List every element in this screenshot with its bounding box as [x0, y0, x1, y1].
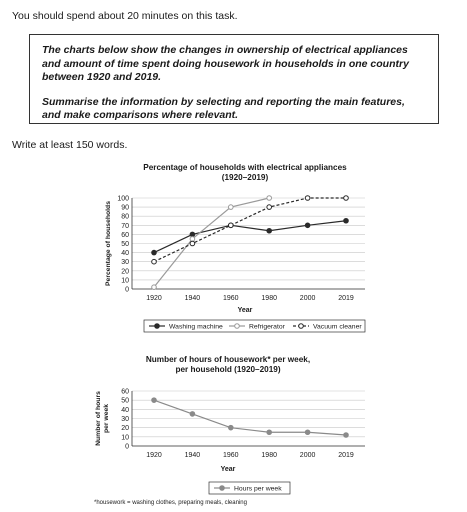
data-point — [229, 205, 234, 210]
y-tick-label: 40 — [121, 250, 129, 258]
data-point — [229, 425, 234, 430]
y-tick-label: 20 — [121, 425, 129, 433]
data-point — [152, 398, 157, 403]
legend-marker — [220, 486, 225, 491]
data-point — [152, 259, 157, 264]
task-instruction: Summarise the information by selecting and reporting the main features, and make comparisons where relevant. — [42, 95, 405, 121]
x-tick-label: 1940 — [184, 452, 201, 459]
legend — [209, 482, 290, 494]
chart-title: Number of hours of housework* per week, — [145, 355, 311, 364]
legend-marker — [155, 324, 160, 329]
y-tick-label: 10 — [121, 277, 129, 285]
y-tick-label: 90 — [121, 204, 129, 212]
y-tick-label: 60 — [121, 388, 129, 396]
housework-chart — [0, 350, 467, 500]
y-axis-title-line: per week — [103, 403, 110, 434]
y-tick-label: 10 — [121, 434, 129, 442]
series-line — [154, 400, 346, 435]
data-point — [190, 241, 195, 246]
legend-label: Vacuum cleaner — [313, 323, 362, 331]
task-intro: You should spend about 20 minutes on this task. — [12, 10, 238, 22]
x-tick-label: 1960 — [223, 295, 239, 302]
footnote: *housework = washing clothes, preparing meals, cleaning — [94, 500, 247, 506]
legend-marker — [299, 324, 304, 329]
data-point — [305, 196, 310, 201]
legend-marker — [235, 324, 240, 329]
legend-label: Hours per week — [234, 485, 282, 493]
x-tick-label: 1920 — [146, 295, 162, 302]
data-point — [229, 223, 234, 228]
series-line — [154, 198, 269, 287]
x-axis-title: Year — [220, 466, 236, 473]
data-point — [267, 228, 272, 233]
x-tick-label: 1940 — [184, 295, 201, 302]
appliances-chart — [0, 160, 467, 340]
y-axis-title: Percentage of households — [105, 201, 112, 286]
data-point — [152, 250, 157, 255]
data-point — [190, 237, 195, 242]
data-point — [344, 218, 349, 223]
x-tick-label: 1980 — [261, 295, 277, 302]
data-point — [267, 430, 272, 435]
legend — [144, 320, 365, 332]
y-axis-title-line: Number of hours — [95, 391, 102, 446]
task-prompt: The charts below show the changes in ownership of electrical appliances and amount of time spent doing housework in households in one country between 1920 and 2019. — [42, 44, 409, 83]
series-hours-per-week — [152, 398, 349, 437]
chart-subtitle: per household (1920–2019) — [175, 365, 281, 374]
y-tick-label: 0 — [125, 286, 129, 294]
data-point — [344, 433, 349, 438]
y-tick-label: 30 — [121, 416, 129, 423]
data-point — [267, 196, 272, 201]
x-tick-label: 2000 — [299, 295, 316, 302]
data-point — [305, 430, 310, 435]
task-prompt-box — [29, 34, 439, 124]
x-tick-label: 1960 — [223, 452, 239, 459]
y-tick-label: 0 — [125, 443, 129, 451]
x-tick-label: 2000 — [299, 452, 316, 459]
data-point — [344, 196, 349, 201]
y-tick-label: 20 — [121, 268, 129, 276]
legend-label: Washing machine — [169, 323, 223, 331]
y-tick-label: 60 — [121, 231, 129, 239]
y-tick-label: 100 — [117, 195, 129, 203]
y-tick-label: 50 — [121, 397, 129, 405]
legend-label: Refrigerator — [249, 323, 285, 331]
series-refrigerator — [152, 196, 272, 290]
x-tick-label: 2019 — [338, 452, 354, 459]
grid-lines — [132, 198, 365, 289]
y-tick-label: 80 — [121, 213, 129, 221]
x-tick-label: 1920 — [146, 452, 162, 459]
x-axis-title: Year — [237, 307, 253, 314]
y-tick-label: 30 — [121, 259, 129, 267]
data-point — [305, 223, 310, 228]
series-line — [154, 198, 346, 262]
data-point — [152, 285, 157, 290]
x-tick-label: 1980 — [261, 452, 277, 459]
word-count-instruction: Write at least 150 words. — [12, 139, 128, 151]
y-tick-label: 70 — [121, 222, 129, 230]
grid-lines — [132, 391, 365, 446]
y-tick-label: 40 — [121, 406, 129, 414]
data-point — [267, 205, 272, 210]
data-point — [190, 412, 195, 417]
chart-subtitle: (1920–2019) — [221, 173, 269, 182]
y-axis-title — [95, 391, 110, 446]
chart-title: Percentage of households with electrical appliances — [143, 163, 347, 172]
series-washing-machine — [152, 218, 349, 254]
x-tick-label: 2019 — [338, 295, 354, 302]
data-point — [190, 232, 195, 237]
y-tick-label: 50 — [121, 241, 129, 248]
